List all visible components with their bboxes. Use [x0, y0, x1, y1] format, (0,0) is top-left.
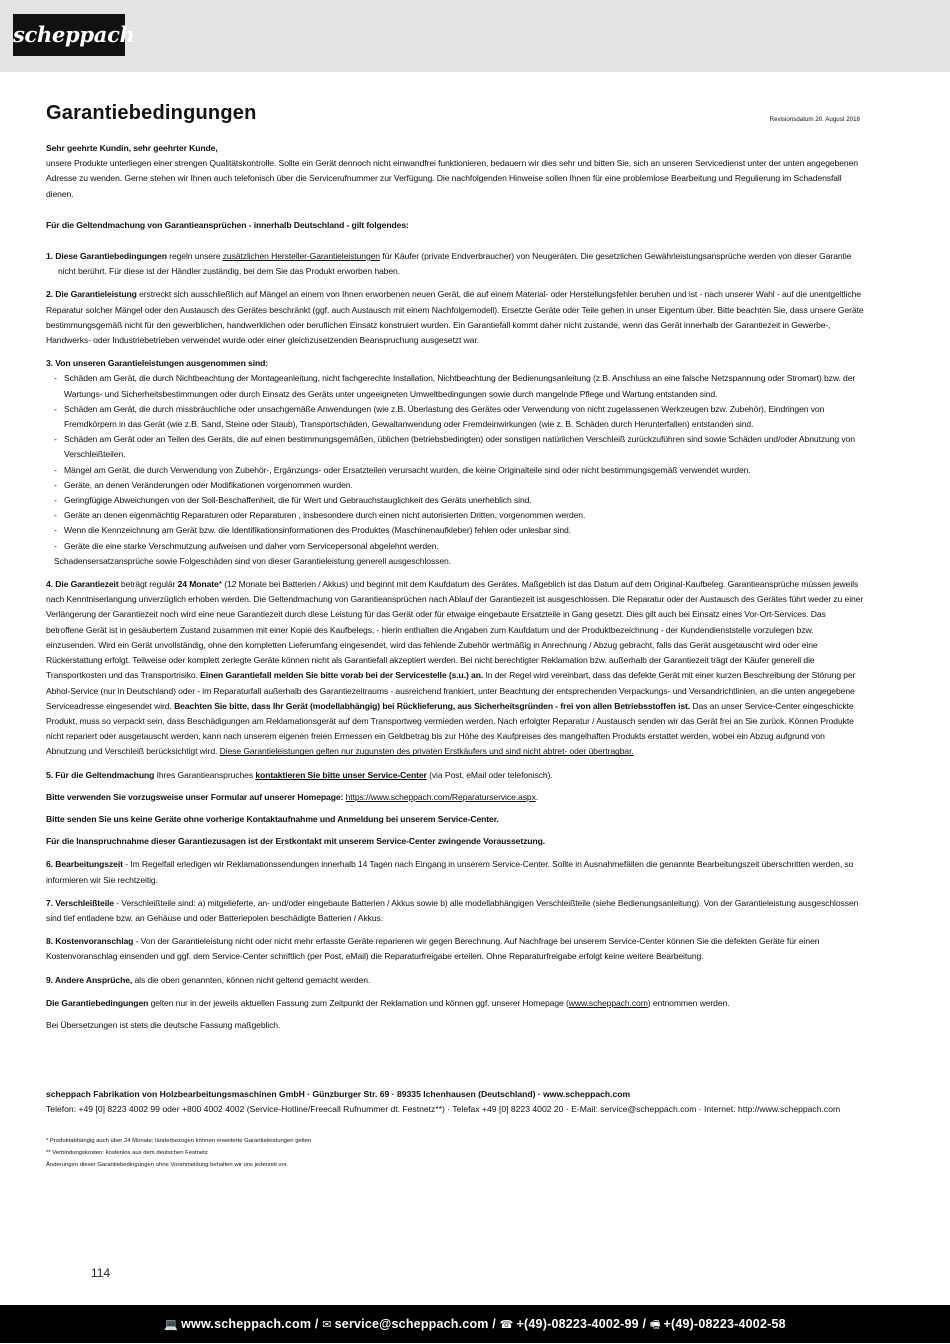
exclusions-list — [46, 371, 864, 553]
footer-fax: +(49)-08223-4002-58 — [663, 1317, 786, 1331]
section-6-lead: 6. Bearbeitungszeit — [46, 859, 123, 870]
greeting: Sehr geehrte Kundin, sehr geehrter Kunde, — [46, 143, 218, 153]
repair-form-link[interactable]: https://www.scheppach.com/Reparaturservice.aspx — [345, 791, 536, 802]
footnotes — [46, 1136, 311, 1171]
list-item: - Schäden am Gerät, die durch Nichtbeachtung der Montageanleitung, nicht fachgerechte Installation, Nichtbeachtung der Bedienungsanleitung (z.B. Anschluss an eine falsche Netzspannung oder Stromart) bzw. der Wartungs- und Sicherheitsbestimmungen oder durch Einsatz des Geräts unter ungeeigneten Umweltbedingungen sowie durch mangelnde Pflege und Wartung entstanden sind. — [46, 371, 864, 401]
footer-bar: 💻 www.scheppach.com / ✉ service@scheppach.com / ☎ +(49)-08223-4002-99 / 🖷 +(49)-08223-4002-58 — [0, 1305, 950, 1343]
manufacturer-warranty-link[interactable]: zusätzlichen Hersteller-Garantieleistungen — [222, 251, 380, 262]
first-contact-notice: Für die Inanspruchnahme dieser Garantiezusagen ist der Erstkontakt mit unserem Service-Center zwingende Voraussetzung. — [46, 836, 546, 847]
section-2: 2. Die Garantieleistung erstreckt sich ausschließlich auf Mängel an einem von Ihnen erworbenen neuen Gerät, die auf einem Material- oder Herstellungsfehler beruhen und ist - nach unserer Wahl - auf die unentgeltliche Reparatur solcher Mängel oder den Austausch des Gerätes beschränkt (ggf. auch Austausch mit einem Nachfolgemodell). Ersetzte Geräte oder Teile gehen in unser Eigentum über. Bitte beachten Sie, dass unsere Geräte bestimmungsgemäß nicht für den gewerblichen, handwerklichen oder beruflichen Einsatz konstruiert wurden. Ein Garantiefall kommt daher nicht zustande, wenn das Gerät innerhalb der Garantiezeit in Gewerbe-, Handwerks- oder Industriebetrieben verwendet wurde oder einer gleichzusetzenden Beanspruchung ausgesetzt war. — [46, 289, 864, 346]
section-9: 9. Andere Ansprüche, als die oben genannten, können nicht geltend gemacht werden. — [46, 974, 371, 985]
section-8-lead: 8. Kostenvoranschlag — [46, 936, 134, 947]
computer-icon: 💻 — [164, 1319, 179, 1331]
section-5: 5. Für die Geltendmachung Ihres Garantieanspruches kontaktieren Sie bitte unser Service-Center (via Post, eMail oder telefonisch). — [46, 769, 553, 780]
section-5-lead: 5. Für die Geltendmachung — [46, 769, 155, 780]
section-2-lead: 2. Die Garantieleistung — [46, 289, 137, 300]
section-3-closing: Schadensersatzansprüche sowie Folgeschäden sind von dieser Garantieleistung generell ausgeschlossen. — [54, 555, 452, 566]
list-item: - Geräte an denen eigenmächtig Reparaturen oder Reparaturen , insbesondere durch einen nicht autorisierten Dritten, vorgenommen werden. — [46, 508, 864, 523]
section-9-lead: 9. Andere Ansprüche, — [46, 974, 133, 985]
list-item: - Geräte die eine starke Verschmutzung aufweisen und daher vom Servicepersonal abgelehnt werden. — [46, 539, 864, 554]
validity-paragraph: Die Garantiebedingungen gelten nur in der jeweils aktuellen Fassung zum Zeitpunkt der Reklamation und können ggf. unserer Homepage (www.scheppach.com) entnommen werden. — [46, 997, 730, 1008]
footnote: Änderungen dieser Garantiebedingungen ohne Voranmeldung behalten wir uns jederzeit vor. — [46, 1161, 289, 1168]
section-1-lead: 1. Diese Garantiebedingungen — [46, 251, 167, 262]
section-7-lead: 7. Verschleißteile — [46, 897, 114, 908]
intro-paragraph: unsere Produkte unterliegen einer strengen Qualitätskontrolle. Sollte ein Gerät dennoch nicht einwandfrei funktionieren, bedauern wir dies sehr und bitten Sie, sich an unseren Servicedienst unter der unten angegebenen Adresse zu wenden. Gerne stehen wir Ihnen auch telefonisch über die Servicerufnummer zur Verfügung. Die nachfolgenden Hinweise sollen Ihnen für eine problemlose Bearbeitung und Regulierung im Schadensfall dienen. — [46, 158, 858, 199]
section-6: 6. Bearbeitungszeit - Im Regelfall erledigen wir Reklamationssendungen innerhalb 14 Tagen nach Eingang in unserem Service-Center. Sollte in Ausnahmefällen die genannte Bearbeitungszeit überschritten werden, so informieren wir Sie rechtzeitig. — [46, 859, 854, 885]
list-item: - Geringfügige Abweichungen von der Soll-Beschaffenheit, die für Wert und Gebrauchstauglichkeit des Geräts unerheblich sind. — [46, 493, 864, 508]
scope-heading: Für die Geltendmachung von Garantieansprüchen - innerhalb Deutschland - gilt folgendes: — [46, 219, 409, 230]
company-contact: Telefon: +49 [0] 8223 4002 99 oder +800 4002 4002 (Service-Hotline/Freecall Rufnummer dt. Festnetz**) · Telefax +49 [0] 8223 4002 20 · E-Mail: service@scheppach.com · Internet: http://www.scheppach.com — [46, 1104, 841, 1115]
list-item: - Schäden am Gerät oder an Teilen des Geräts, die auf einen bestimmungsgemäßen, üblichen (betriebsbedingten) oder sonstigen natürlichen Verschleiß zurückzuführen sind sowie Schäden und/oder Abnutzung von Verschleißteilen. — [46, 432, 864, 462]
section-7: 7. Verschleißteile - Verschleißteile sind: a) mitgelieferte, an- und/oder eingebaute Batterien / Akkus sowie b) alle modellabhängigen Verschleißteile (siehe Bedienungsanleitung). Von der Garantieleistung ausgeschlossen sind tief entladene bzw. an Gehäuse und oder Batteriepolen beschädigte Batterien / Akkus. — [46, 897, 859, 923]
scheppach-logo: scheppach — [13, 14, 125, 56]
section-8: 8. Kostenvoranschlag - Von der Garantieleistung nicht oder nicht mehr erfasste Geräte reparieren wir gegen Berechnung. Auf Nachfrage bei unserem Service-Center können Sie die defekten Geräte für einen Kostenvoranschlag einsenden und ggf. dem Service-Center schriftlich (per Post, eMail) die Reparaturfreigabe erteilen. Ohne Reparaturfreigabe erfolgt keine weitere Bearbeitung. — [46, 936, 820, 962]
footer-phone[interactable]: +(49)-08223-4002-99 — [516, 1317, 639, 1331]
revision-date: Revisionsdatum 20. August 2018 — [769, 116, 860, 123]
phone-icon: ☎ — [499, 1319, 514, 1331]
list-item: - Wenn die Kennzeichnung am Gerät bzw. die Identifikationsinformationen des Produktes (Maschinenaufkleber) fehlen oder unlesbar sind. — [46, 523, 864, 538]
list-item: - Mängel am Gerät, die durch Verwendung von Zubehör-, Ergänzungs- oder Ersatzteilen verursacht wurden, die keine Originalteile sind oder nicht bestimmungsgemäß verwendet wurden. — [46, 463, 864, 478]
section-3-lead: 3. Von unseren Garantieleistungen ausgenommen sind: — [46, 358, 269, 369]
email-icon: ✉ — [322, 1319, 332, 1331]
company-address: scheppach Fabrikation von Holzbearbeitungsmaschinen GmbH · Günzburger Str. 69 · 89335 Ichenhausen (Deutschland) · www.scheppach.com — [46, 1089, 631, 1099]
no-devices-notice: Bitte senden Sie uns keine Geräte ohne vorherige Kontaktaufnahme und Anmeldung bei unserem Service-Center. — [46, 813, 499, 824]
footnote: * Produktabhängig auch über 24 Monate; länderbezogen können erweiterte Garantieleistungen gelten — [46, 1138, 312, 1144]
page-title: Garantiebedingungen — [46, 102, 257, 124]
homepage-link[interactable]: www.scheppach.com — [568, 997, 648, 1008]
form-line: Bitte verwenden Sie vorzugsweise unser Formular auf unserer Homepage: https://www.scheppach.com/Reparaturservice.aspx. — [46, 791, 539, 802]
section-1: 1. Diese Garantiebedingungen regeln unsere zusätzlichen Hersteller-Garantieleistungen für Käufer (private Endverbraucher) von Neugeräten. Die gesetzlichen Gewährleistungsansprüche werden von dieser Garantie nicht berührt. Für diese ist der Händler zuständig, bei dem Sie das Produkt erworben haben. — [46, 251, 852, 277]
company-info — [46, 1087, 876, 1117]
section-4: 4. Die Garantiezeit beträgt regulär 24 Monate* (12 Monate bei Batterien / Akkus) und beginnt mit dem Kaufdatum des Gerätes. Maßgeblich ist das Datum auf dem Original-Kaufbeleg. Garantieansprüche müssen jeweils nach Kenntniserlangung unverzüglich erhoben werden. Die Geltendmachung von Garantieansprüchen nach Ablauf der Garantiezeit ist ausgeschlossen. Die Reparatur oder der Austausch des Gerätes führt weder zu einer Verlängerung der Garantiezeit noch wird eine neue Garantiezeit durch diese Leistung für das Gerät oder für etwaige eingebaute Ersatzteile in Gang gesetzt. Dies gilt auch bei Einsatz eines Vor-Ort-Services. Das betroffene Gerät ist in gesäubertem Zustand zusammen mit einer Kopie des Kaufbelegs, - hierin enthalten die Angaben zum Kaufdatum und der Produktbezeichnung - der Kundendienststelle vorzulegen bzw. einzusenden. Wird ein Gerät unvollständig, ohne den kompletten Lieferumfang eingesendet, wird das fehlende Zubehör wertmäßig in Anrechnung / Abzug gebracht, falls das Gerät ausgetauscht wird oder eine Rückerstattung erfolgt. Teilweise oder komplett zerlegte Geräte können nicht als Garantiefall akzeptiert werden. Bei nicht berechtigter Reklamation bzw. außerhalb der Garantiezeit trägt der Käufer generell die Transportkosten und das Transportrisiko. Einen Garantiefall melden Sie bitte vorab bei der Servicestelle (s.u.) an. In der Regel wird vereinbart, dass das defekte Gerät mit einer kurzen Beschreibung der Störung per Abhol-Service (nur in Deutschland) oder - im Reparaturfall außerhalb des Garantiezeitraums - ausreichend frankiert, unter Beachtung der entsprechenden Verpackungs- und Versandrichtlinien, an die unten angegebene Serviceadresse eingesendet wird. Beachten Sie bitte, dass Ihr Gerät (modellabhängig) bei Rücklieferung, aus Sicherheitsgründen - frei von allen Betriebsstoffen ist. Das an unser Service-Center eingeschickte Produkt, muss so verpackt sein, dass Beschädigungen am Reklamationsgerät auf dem Transportweg vermieden werden. Nach erfolgter Reparatur / Austausch senden wir das Gerät frei an Sie zurück. Können Produkte nicht repariert oder ausgetauscht werden, kann nach unserem eigenen freien Ermessen ein Geldbetrag bis zur Höhe des Kaufpreises des mangelhaften Produkts erstattet werden, wobei ein Abzug aufgrund von Abnutzung und Verschleiß berücksichtigt wird. Diese Garantieleistungen gelten nur zugunsten des privaten Erstkäufers und sind nicht abtret- oder übertragbar. — [46, 579, 864, 757]
warranty-content — [46, 141, 864, 1033]
list-item: - Geräte, an denen Veränderungen oder Modifikationen vorgenommen wurden. — [46, 478, 864, 493]
list-item: - Schäden am Gerät, die durch missbräuchliche oder unsachgemäße Anwendungen (wie z.B. Überlastung des Gerätes oder Verwendung von nicht zugelassenen Werkzeugen bzw. Zubehör), Eindringen von Fremdkörpern in das Gerät (wie z.B. Sand, Steine oder Staub), Transportschäden, Gewaltanwendung oder Fremdeinwirkungen (wie z. B. Schäden durch Herunterfallen) entstanden sind. — [46, 402, 864, 432]
header-bar — [0, 0, 950, 72]
fax-icon: 🖷 — [649, 1319, 661, 1331]
footnote: ** Verbindungskosten: kostenlos aus dem deutschen Festnetz — [46, 1149, 208, 1156]
contact-service-link[interactable]: kontaktieren Sie bitte unser Service-Center — [255, 769, 427, 780]
section-4-lead: 4. Die Garantiezeit — [46, 579, 119, 590]
footer-website[interactable]: www.scheppach.com — [181, 1317, 312, 1331]
translation-note: Bei Übersetzungen ist stets die deutsche Fassung maßgeblich. — [46, 1019, 281, 1030]
page-number: 114 — [91, 1266, 111, 1280]
footer-email[interactable]: service@scheppach.com — [334, 1317, 489, 1331]
section-3 — [46, 356, 864, 569]
